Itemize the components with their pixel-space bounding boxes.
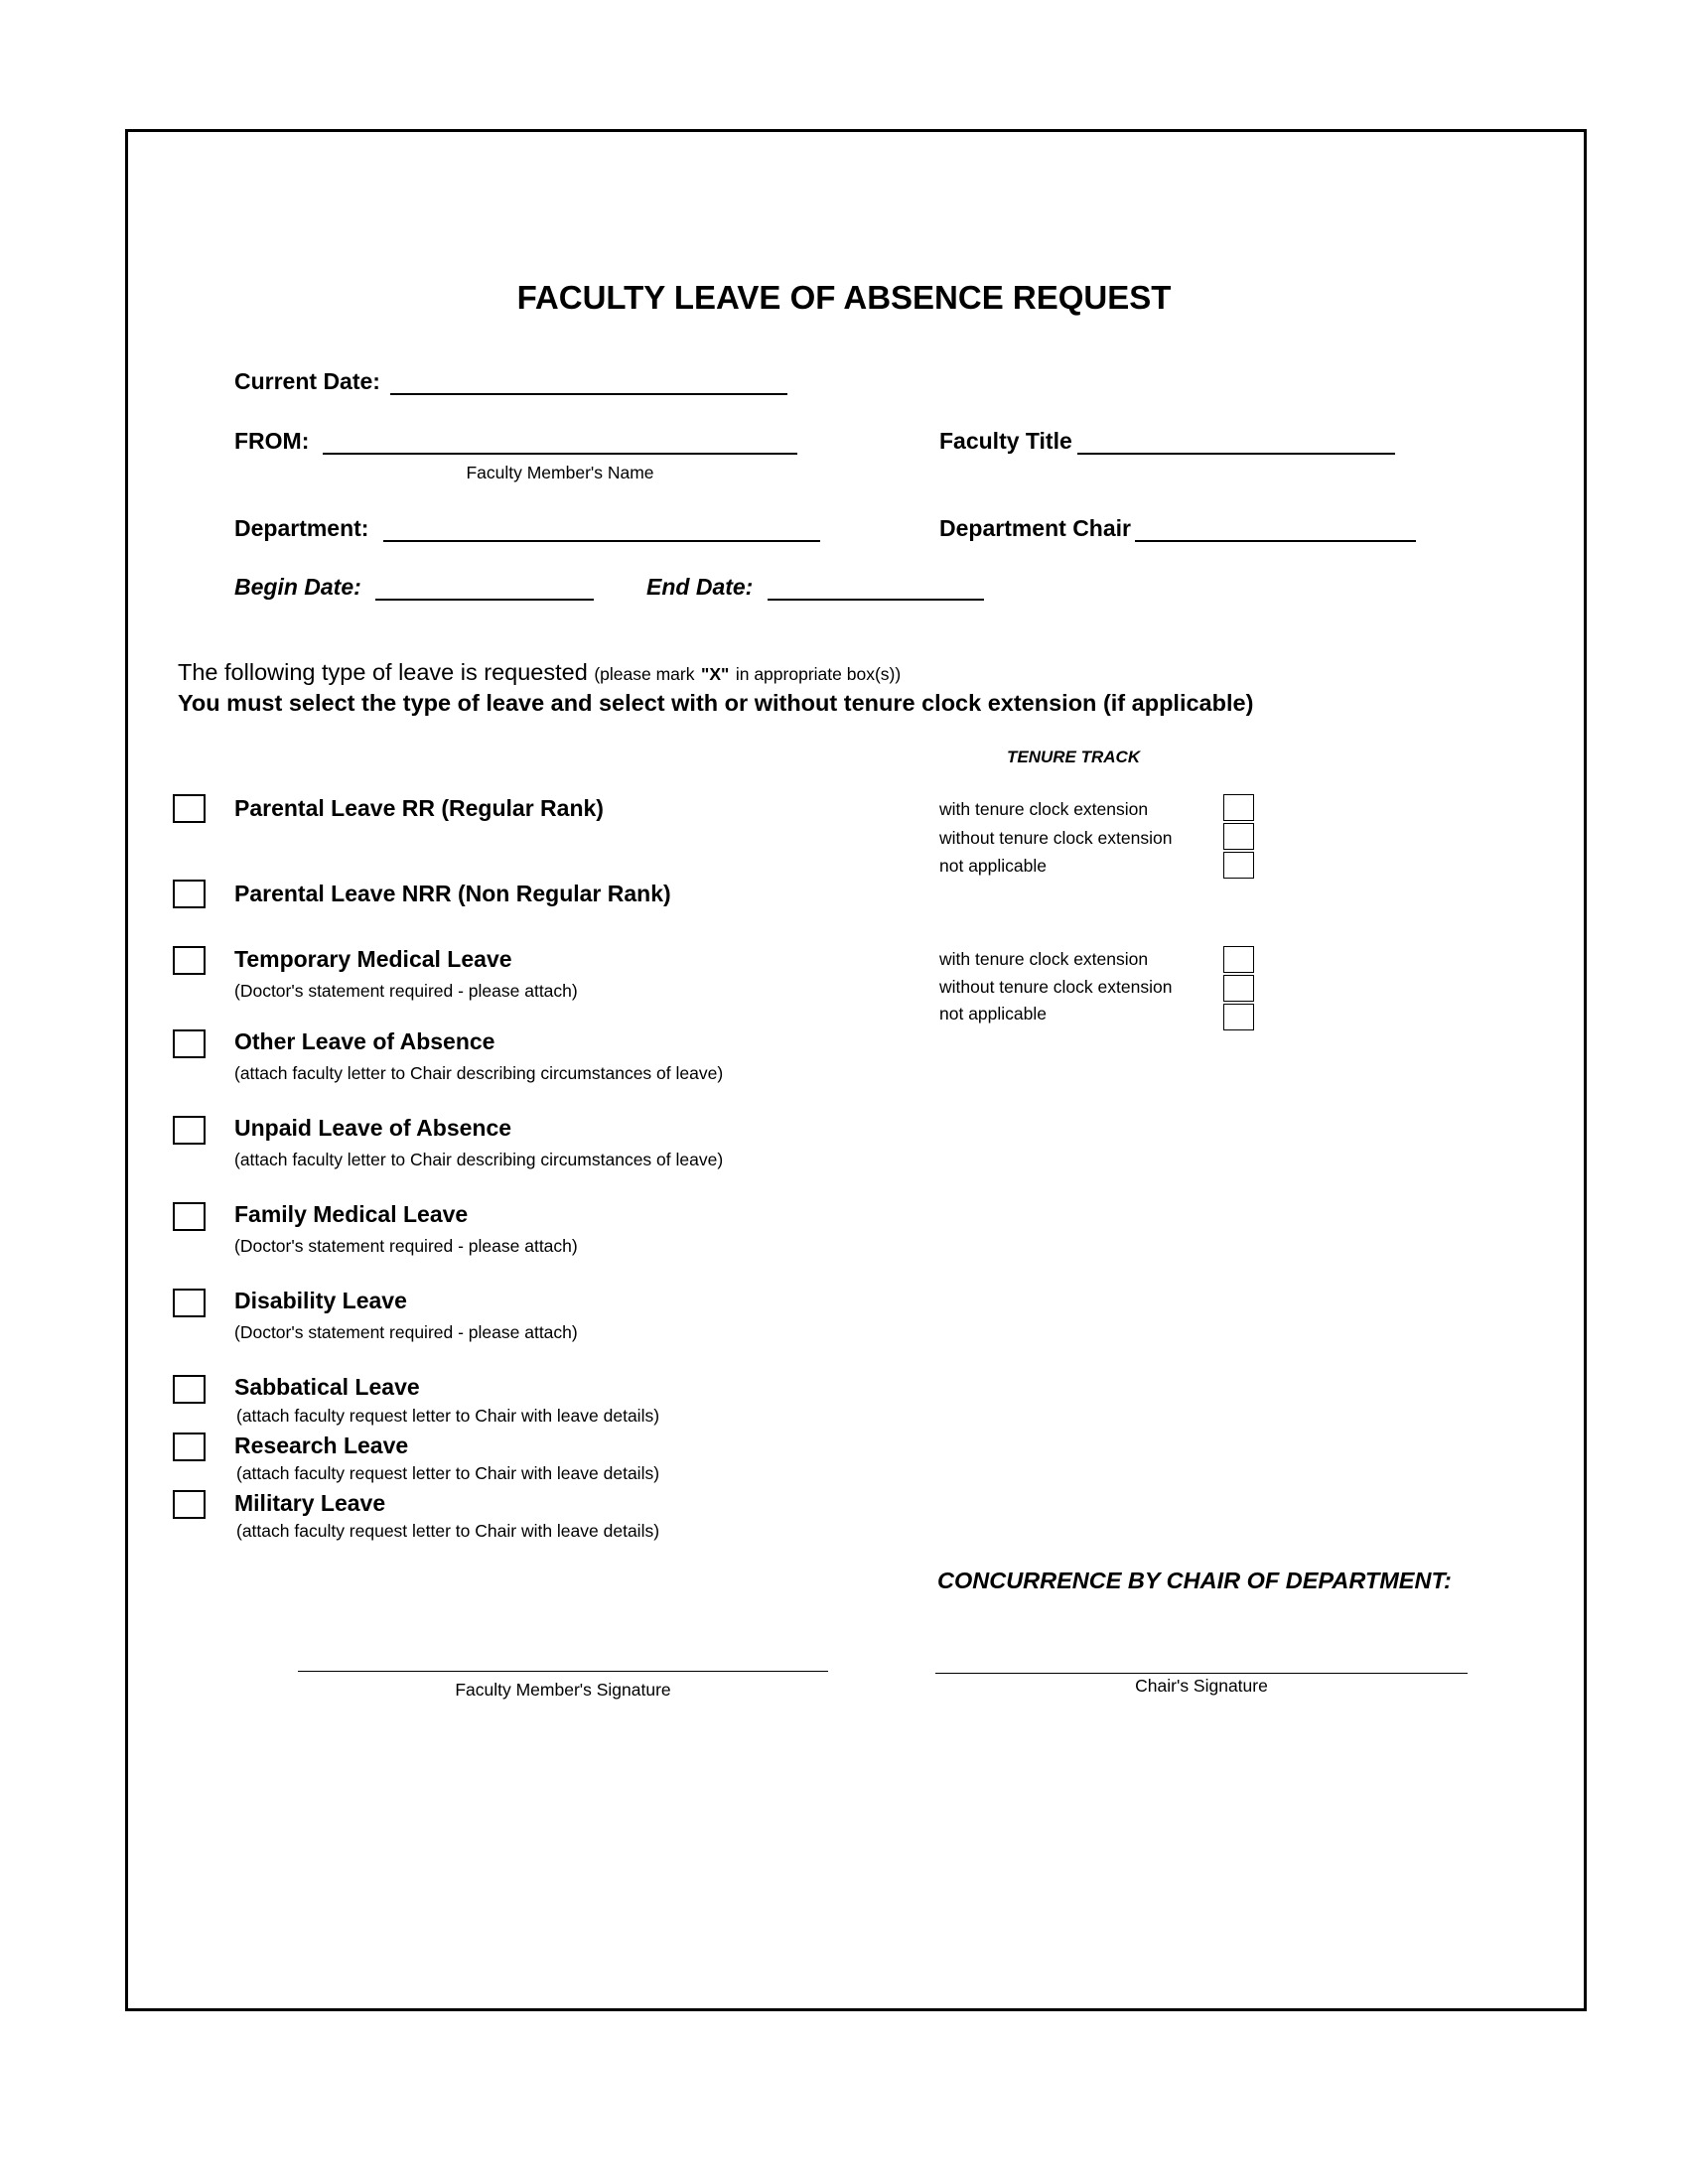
leave-title: Parental Leave RR (Regular Rank) (234, 795, 604, 821)
intro-hint-suffix: in appropriate box(s)) (735, 664, 902, 684)
leave-note: (Doctor's statement required - please attach) (234, 1322, 578, 1342)
checkbox-parental-leave-nrr[interactable] (173, 880, 206, 908)
checkbox-other-leave[interactable] (173, 1029, 206, 1058)
chair-signature-caption: Chair's Signature (1135, 1676, 1268, 1696)
leave-title: Parental Leave NRR (Non Regular Rank) (234, 881, 671, 906)
begin-date-label: Begin Date: (234, 574, 361, 600)
checkbox-parental-leave-rr[interactable] (173, 794, 206, 823)
faculty-signature-caption: Faculty Member's Signature (455, 1680, 671, 1700)
checkbox-medical-with-extension[interactable] (1223, 946, 1254, 973)
current-date-field[interactable] (390, 393, 787, 395)
begin-date-field[interactable] (375, 599, 594, 601)
tenure-option: without tenure clock extension (939, 828, 1173, 848)
department-chair-label: Department Chair (939, 515, 1131, 541)
leave-note: (Doctor's statement required - please attach) (234, 981, 578, 1001)
leave-title: Temporary Medical Leave (234, 946, 512, 972)
checkbox-family-medical-leave[interactable] (173, 1202, 206, 1231)
leave-title: Military Leave (234, 1490, 386, 1516)
chair-signature-line[interactable] (935, 1673, 1468, 1674)
current-date-label: Current Date: (234, 368, 380, 394)
from-label: FROM: (234, 428, 310, 454)
faculty-title-label: Faculty Title (939, 428, 1072, 454)
leave-title: Research Leave (234, 1433, 409, 1458)
checkbox-sabbatical-leave[interactable] (173, 1375, 206, 1404)
checkbox-temporary-medical-leave[interactable] (173, 946, 206, 975)
tenure-track-heading: TENURE TRACK (1007, 748, 1141, 766)
tenure-option: not applicable (939, 1004, 1047, 1024)
checkbox-rr-not-applicable[interactable] (1223, 852, 1254, 879)
department-label: Department: (234, 515, 369, 541)
faculty-name-caption: Faculty Member's Name (466, 463, 654, 482)
intro-hint-prefix: (please mark (594, 664, 695, 684)
intro-hint-mark: "X" (701, 664, 730, 684)
must-select-instruction: You must select the type of leave and select with or without tenure clock extension (if applicable) (178, 690, 1254, 716)
tenure-option: without tenure clock extension (939, 977, 1173, 997)
leave-note: (attach faculty request letter to Chair with leave details) (236, 1521, 660, 1541)
faculty-signature-line[interactable] (298, 1671, 828, 1672)
checkbox-rr-without-extension[interactable] (1223, 823, 1254, 850)
checkbox-research-leave[interactable] (173, 1433, 206, 1461)
faculty-title-field[interactable] (1077, 453, 1395, 455)
tenure-option: with tenure clock extension (939, 799, 1149, 819)
leave-title: Unpaid Leave of Absence (234, 1115, 512, 1141)
tenure-option: with tenure clock extension (939, 949, 1149, 969)
checkbox-medical-without-extension[interactable] (1223, 975, 1254, 1002)
leave-title: Family Medical Leave (234, 1201, 469, 1227)
leave-note: (attach faculty letter to Chair describing circumstances of leave) (234, 1150, 724, 1169)
end-date-label: End Date: (646, 574, 754, 600)
page-title: FACULTY LEAVE OF ABSENCE REQUEST (516, 279, 1172, 316)
faculty-name-field[interactable] (323, 453, 797, 455)
checkbox-rr-with-extension[interactable] (1223, 794, 1254, 821)
leave-title: Sabbatical Leave (234, 1374, 420, 1400)
leave-title: Other Leave of Absence (234, 1028, 495, 1054)
leave-note: (Doctor's statement required - please attach) (234, 1236, 578, 1256)
instructions-intro (178, 659, 901, 686)
leave-title: Disability Leave (234, 1288, 407, 1313)
leave-note: (attach faculty request letter to Chair with leave details) (236, 1463, 660, 1483)
checkbox-medical-not-applicable[interactable] (1223, 1004, 1254, 1030)
intro-text: The following type of leave is requested (178, 659, 588, 685)
leave-note: (attach faculty letter to Chair describing circumstances of leave) (234, 1063, 724, 1083)
checkbox-military-leave[interactable] (173, 1490, 206, 1519)
checkbox-unpaid-leave[interactable] (173, 1116, 206, 1145)
leave-note: (attach faculty request letter to Chair with leave details) (236, 1406, 660, 1426)
concurrence-heading: CONCURRENCE BY CHAIR OF DEPARTMENT: (937, 1568, 1452, 1593)
end-date-field[interactable] (768, 599, 984, 601)
department-chair-field[interactable] (1135, 540, 1416, 542)
tenure-option: not applicable (939, 856, 1047, 876)
checkbox-disability-leave[interactable] (173, 1289, 206, 1317)
department-field[interactable] (383, 540, 820, 542)
